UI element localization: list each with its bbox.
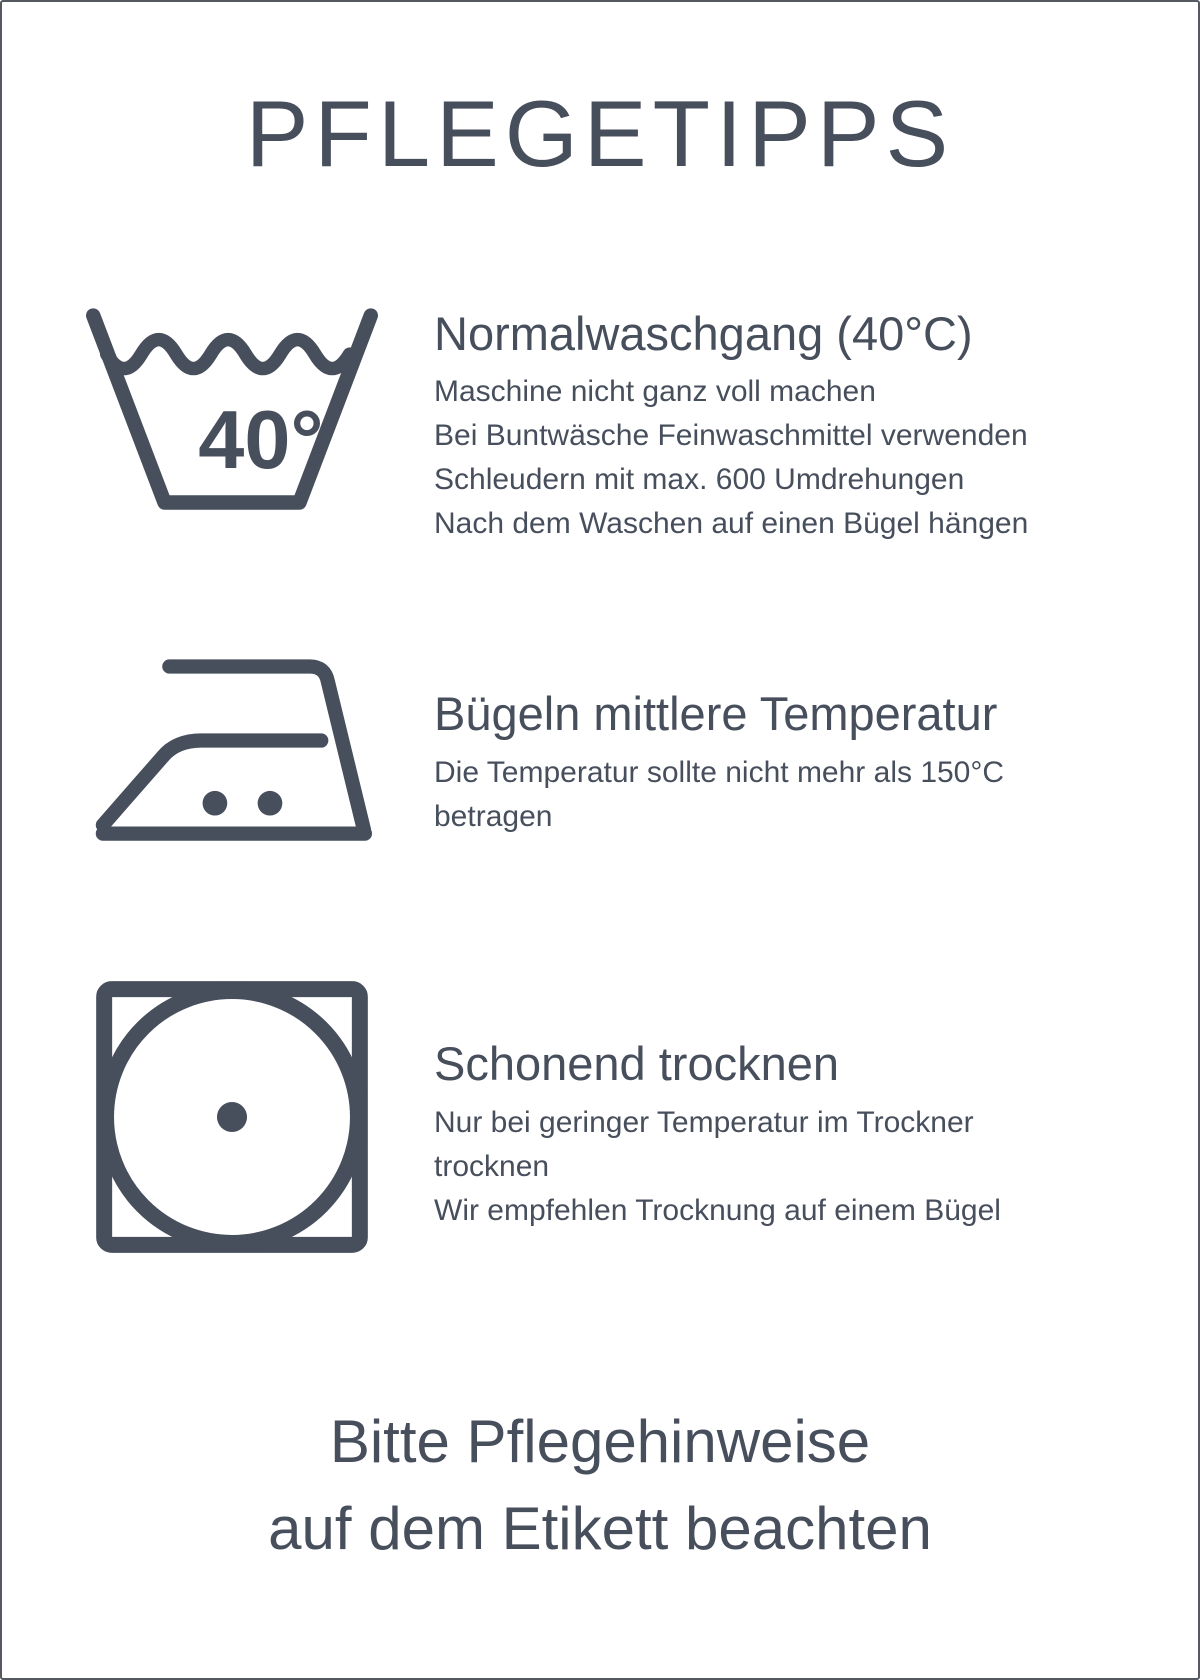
section-line: betragen <box>434 799 553 833</box>
care-section-ironing <box>62 610 1138 850</box>
wash-tub-40-icon <box>77 304 387 516</box>
care-section-washing <box>62 292 1138 546</box>
footer-note <box>62 1398 1138 1572</box>
section-heading: Schonend trocknen <box>434 1037 840 1091</box>
section-line: Wir empfehlen Trocknung auf einem Bügel <box>434 1193 1001 1227</box>
section-line: Maschine nicht ganz voll machen <box>434 375 876 409</box>
section-heading: Normalwaschgang (40°C) <box>434 307 973 361</box>
section-line: Nach dem Waschen auf einen Bügel hängen <box>434 507 1029 541</box>
wash-temperature-label: 40° <box>198 392 324 486</box>
section-line: trocknen <box>434 1149 550 1183</box>
tumble-dry-low-icon <box>91 976 373 1258</box>
iron-two-dots-icon <box>82 652 382 850</box>
section-line: Schleudern mit max. 600 Umdrehungen <box>434 463 965 497</box>
section-line: Bei Buntwäsche Feinwaschmittel verwenden <box>434 419 1028 453</box>
footer-line: auf dem Etikett beachten <box>268 1495 932 1563</box>
section-line: Nur bei geringer Temperatur im Trockner <box>434 1105 974 1139</box>
page-title: PFLEGETIPPS <box>245 81 955 186</box>
section-heading: Bügeln mittlere Temperatur <box>434 687 998 741</box>
footer-line: Bitte Pflegehinweise <box>329 1408 871 1476</box>
care-section-drying <box>62 976 1138 1258</box>
section-line: Die Temperatur sollte nicht mehr als 150°C <box>434 755 1005 789</box>
